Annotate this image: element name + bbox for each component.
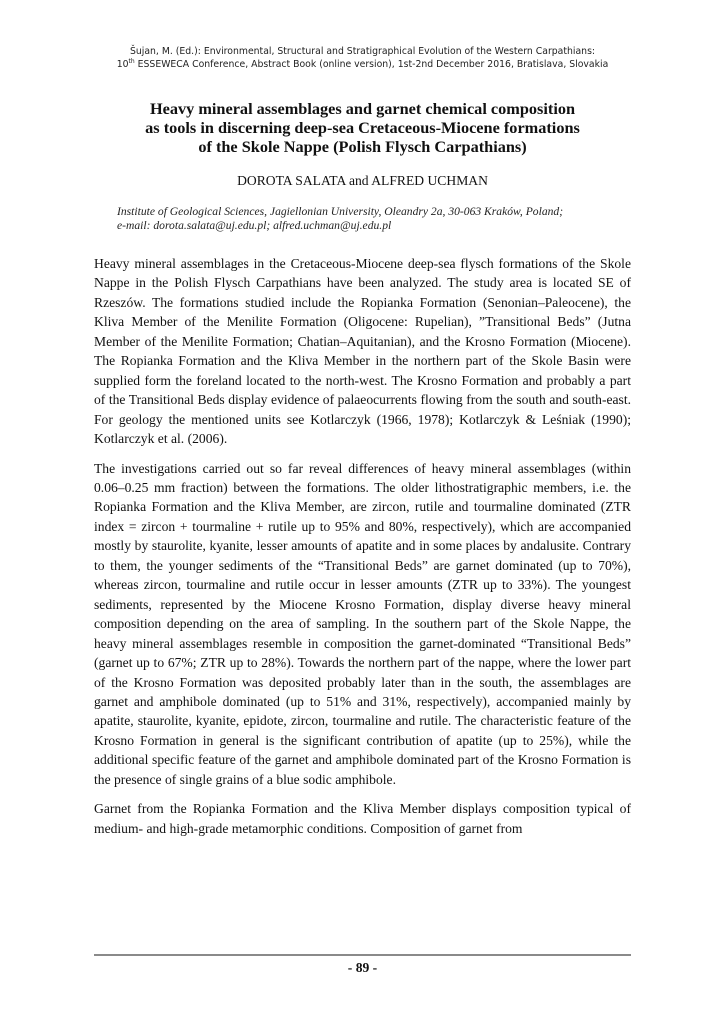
header-edition-number: 10 [116, 59, 129, 70]
paragraph-1: Heavy mineral assemblages in the Cretaceous-Miocene deep-sea flysch formations of the Skole Nappe in the Polish Flysch Carpathians have been analyzed. The study area is located SE of Rzeszów. The formations studied include the Ropianka Formation (Senonian–Paleocene), the Kliva Member of the Menilite Formation (Oligocene: Rupelian), ”Transitional Beds” (Jutna Member of the Menilite Formation; Chatian–Aquitanian), and the Krosno Formation (Miocene). The Ropianka Formation and the Kliva Member in the northern part of the Skole Basin were supplied form the foreland located to the north-west. The Krosno Formation and probably a part of the Transitional Beds display evidence of palaeocurrents flowing from the south and south-east. For geology the mentioned units see Kotlarczyk (1966, 1978); Kotlarczyk & Leśniak (1990); Kotlarczyk et al. (2006). [94, 256, 631, 447]
running-header [94, 45, 631, 71]
paper-title [94, 99, 631, 156]
paragraph-2: The investigations carried out so far reveal differences of heavy mineral assemblages (within 0.06–0.25 mm fraction) between the formations. The older lithostratigraphic members, i.e. the Ropianka Formation and the Kliva Member, are zircon, rutile and tourmaline dominated (ZTR index = zircon + tourmaline + rutile up to 95% and 80%, respectively), which are accompanied mostly by staurolite, kyanite, lesser amounts of apatite and in some places by andalusite. Contrary to them, the younger sediments of the “Transitional Beds” are garnet dominated (up to 70%), whereas zircon, tourmaline and rutile occur in lesser amounts (ZTR up to 33%). The youngest sediments, represented by the Miocene Krosno Formation, display diverse heavy mineral composition depending on the area of sampling. In the southern part of the Skole Nappe, the heavy mineral assemblages resemble in composition the garnet-dominated “Transitional Beds” (garnet up to 67%; ZTR up to 28%). Towards the northern part of the nappe, where the lower part of the Krosno Formation was deposited probably later than in the south, the assemblages are garnet and amphibole dominated (up to 51% and 31%, respectively), accompanied mainly by apatite, staurolite, kyanite, epidote, zircon, tourmaline and rutile. The characteristic feature of the Krosno Formation in general is the significant contribution of apatite (up to 25%), while the additional specific feature of the garnet and amphibole dominated part of the Krosno Formation is the presence of single grains of a blue sodic amphibole. [94, 460, 631, 787]
authors: DOROTA SALATA and ALFRED UCHMAN [237, 173, 488, 188]
abstract-body [94, 254, 631, 848]
affiliation-address: Institute of Geological Sciences, Jagiellonian University, Oleandry 2a, 30-063 Kraków, Poland; [117, 205, 564, 218]
title-line-1: Heavy mineral assemblages and garnet chemical composition [149, 99, 576, 118]
header-edition-suffix: th [128, 57, 135, 65]
footer-divider [94, 954, 631, 956]
header-conference-text: ESSEWECA Conference, Abstract Book (online version), 1st-2nd December 2016, Bratislava, Slovakia [134, 59, 609, 70]
header-line-2 [94, 58, 631, 71]
page-number: - 89 - [347, 960, 378, 975]
paragraph-3: Garnet from the Ropianka Formation and the Kliva Member displays composition typical of medium- and high-grade metamorphic conditions. Composition of garnet from [94, 801, 631, 836]
title-line-2: as tools in discerning deep-sea Cretaceous-Miocene formations [145, 118, 580, 137]
affiliation-email: e-mail: dorota.salata@uj.edu.pl; alfred.uchman@uj.edu.pl [117, 219, 392, 232]
header-line-1: Šujan, M. (Ed.): Environmental, Structural and Stratigraphical Evolution of the Western Carpathians: [129, 46, 596, 57]
affiliation [117, 205, 617, 233]
title-line-3: of the Skole Nappe (Polish Flysch Carpathians) [198, 137, 527, 156]
